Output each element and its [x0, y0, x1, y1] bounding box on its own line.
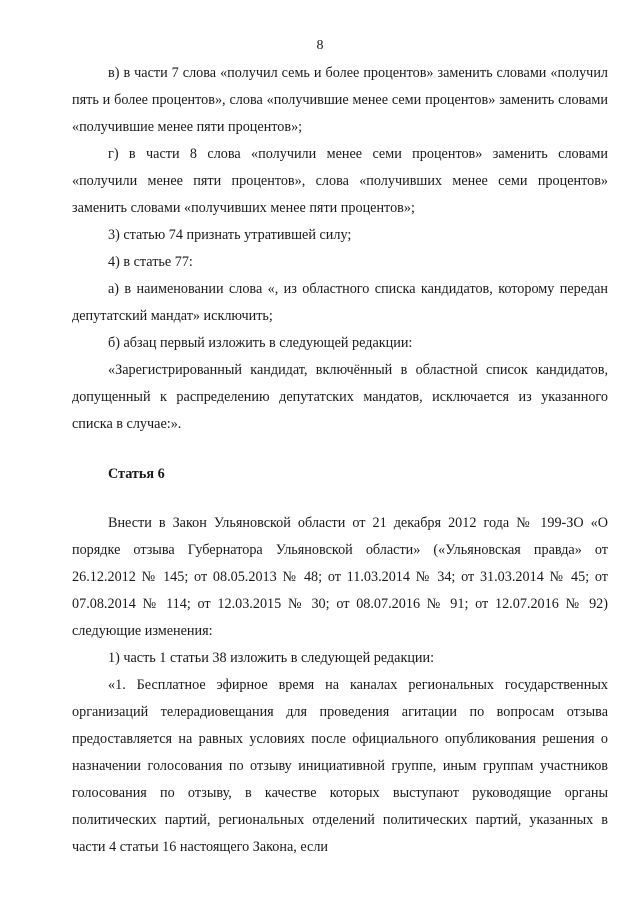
paragraph-item-g: г) в части 8 слова «получили менее семи процентов» заменить словами «получили менее пяти процентов», слова «получивших менее семи процентов» заменить словами «получивших менее пяти процентов»;	[72, 146, 608, 216]
page-number: 8	[316, 38, 324, 53]
article-heading: Статья 6	[108, 466, 165, 482]
amendments-continued	[72, 60, 608, 438]
paragraph-item-1: 1) часть 1 статьи 38 изложить в следующей редакции:	[108, 650, 435, 666]
paragraph-intro: Внести в Закон Ульяновской области от 21 декабря 2012 года № 199-ЗО «О порядке отзыва Губернатора Ульяновской области» («Ульяновская правда» от 26.12.2012 № 145; от 08.05.2013 № 48; от 11.03.2014 № 34; от 31.03.2014 № 45; от 07.08.2014 № 114; от 12.03.2015 № 30; от 08.07.2016 № 91; от 12.07.2016 № 92) следующие изменения:	[72, 515, 608, 639]
paragraph-item-a: а) в наименовании слова «, из областного списка кандидатов, которому передан депутатский мандат» исключить;	[72, 281, 608, 324]
article-6-body	[72, 510, 608, 861]
paragraph-item-4: 4) в статье 77:	[108, 254, 193, 270]
paragraph-quote: «Зарегистрированный кандидат, включённый в областной список кандидатов, допущенный к распределению депутатских мандатов, исключается из указанного списка в случае:».	[72, 362, 608, 432]
paragraph-item-b: б) абзац первый изложить в следующей редакции:	[108, 335, 413, 351]
paragraph-quote-part1: «1. Бесплатное эфирное время на каналах региональных государственных организаций телерадиовещания для проведения агитации по вопросам отзыва предоставляется на равных условиях после официального опубликования решения о назначении голосования по отзыву инициативной группе, иным группам участников голосования по отзыву, в качестве которых выступают руководящие органы политических партий, региональных отделений политических партий, указанных в части 4 статьи 16 настоящего Закона, если	[72, 677, 608, 855]
paragraph-item-3: 3) статью 74 признать утратившей силу;	[108, 227, 352, 243]
paragraph-item-v: в) в части 7 слова «получил семь и более процентов» заменить словами «получил пять и более процентов», слова «получившие менее семи процентов» заменить словами «получившие менее пяти процентов»;	[72, 65, 608, 135]
